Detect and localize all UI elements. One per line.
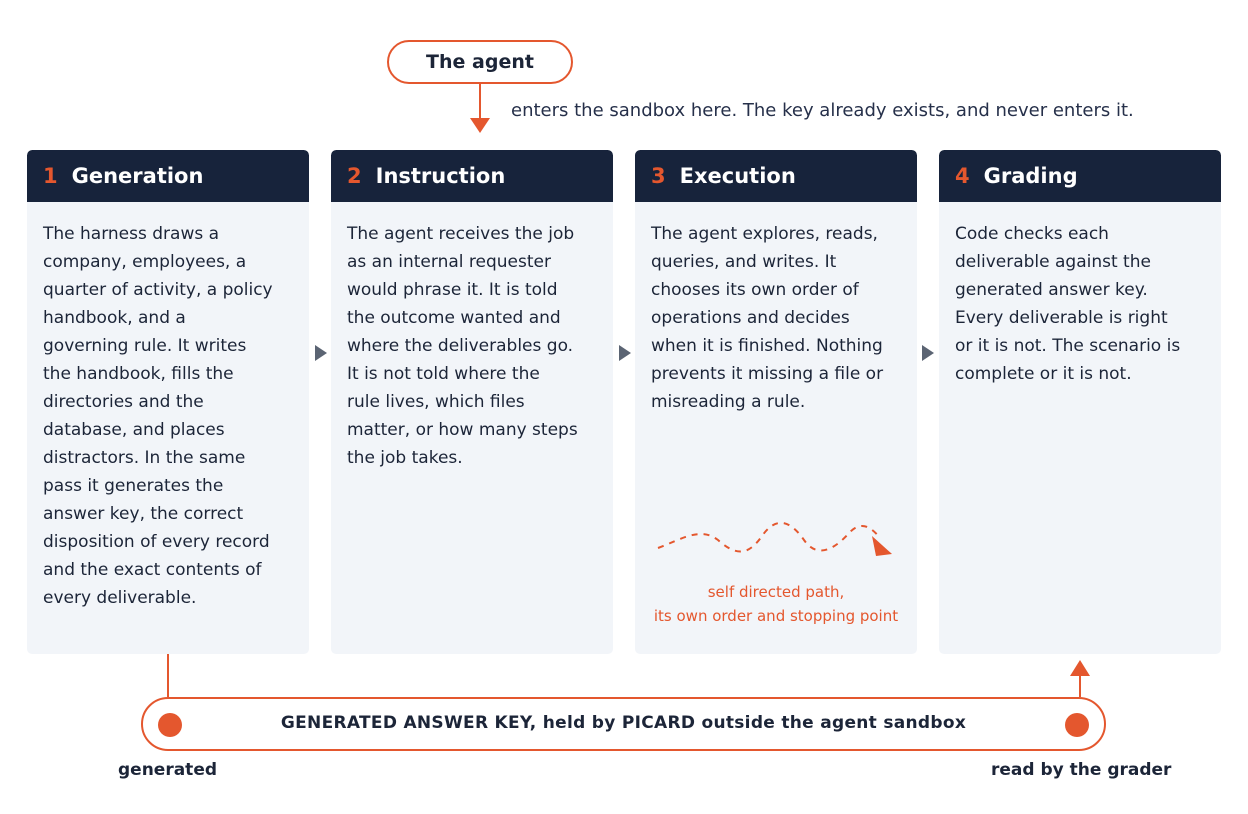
stage-card-generation	[27, 150, 309, 654]
stage-header	[939, 150, 1221, 202]
description-line: chooses its own order of	[651, 280, 859, 300]
description-line: deliverable against the	[955, 252, 1151, 272]
description-line: when it is finished. Nothing	[651, 336, 883, 356]
description-line: generated answer key.	[955, 280, 1148, 300]
answer-key-label: GENERATED ANSWER KEY, held by PICARD outside the agent sandbox	[280, 713, 967, 733]
description-line: Code checks each	[955, 224, 1109, 244]
description-line: prevents it missing a file or	[651, 364, 884, 384]
grader-arrow-icon	[1070, 660, 1090, 676]
answer-key-end-dot	[1065, 713, 1089, 737]
description-line: queries, and writes. It	[651, 252, 837, 272]
description-line: misreading a rule.	[651, 392, 806, 412]
description-line: or it is not. The scenario is	[955, 336, 1181, 356]
description-line: distractors. In the same	[43, 448, 246, 468]
description-line: It is not told where the	[347, 364, 540, 384]
description-line: pass it generates the	[43, 476, 224, 496]
description-line: disposition of every record	[43, 532, 270, 552]
stage-description	[635, 202, 917, 416]
stage-number: 4	[955, 164, 970, 188]
read-by-grader-caption: read by the grader	[991, 760, 1172, 780]
stage-title: Execution	[679, 164, 796, 188]
description-line: as an internal requester	[347, 252, 551, 272]
description-line: The harness draws a	[43, 224, 220, 244]
flow-arrow-icon	[315, 345, 327, 361]
stage-card-instruction	[331, 150, 613, 654]
stage-description	[27, 202, 309, 612]
description-line: the handbook, fills the	[43, 364, 234, 384]
description-line: The agent explores, reads,	[651, 224, 878, 244]
stage-description	[331, 202, 613, 472]
stage-header	[331, 150, 613, 202]
description-line: matter, or how many steps	[347, 420, 578, 440]
enters-sandbox-note: enters the sandbox here. The key already exists, and never enters it.	[511, 100, 1134, 121]
description-line: directories and the	[43, 392, 204, 412]
description-line: handbook, and a	[43, 308, 186, 328]
description-line: company, employees, a	[43, 252, 247, 272]
description-line: would phrase it. It is told	[347, 280, 558, 300]
stage-number: 1	[43, 164, 58, 188]
description-line: where the deliverables go.	[347, 336, 574, 356]
stage-title: Instruction	[375, 164, 506, 188]
stage-number: 3	[651, 164, 666, 188]
path-note-line: self directed path,	[707, 583, 845, 601]
flow-arrow-icon	[619, 345, 631, 361]
description-line: the job takes.	[347, 448, 463, 468]
description-line: operations and decides	[651, 308, 850, 328]
stage-description	[939, 202, 1221, 388]
description-line: every deliverable.	[43, 588, 197, 608]
generated-caption: generated	[118, 760, 218, 780]
stage-card-grading	[939, 150, 1221, 654]
stage-header	[27, 150, 309, 202]
stage-title: Grading	[983, 164, 1078, 188]
answer-key-bar	[141, 697, 1106, 751]
stage-title: Generation	[71, 164, 204, 188]
path-note-line: its own order and stopping point	[653, 607, 899, 625]
description-line: complete or it is not.	[955, 364, 1132, 384]
flow-arrow-icon	[922, 345, 934, 361]
agent-label: The agent	[387, 40, 573, 84]
description-line: governing rule. It writes	[43, 336, 247, 356]
description-line: The agent receives the job	[347, 224, 575, 244]
description-line: the outcome wanted and	[347, 308, 561, 328]
stage-number: 2	[347, 164, 362, 188]
agent-entry-arrow-icon	[470, 118, 490, 133]
stage-header	[635, 150, 917, 202]
description-line: and the exact contents of	[43, 560, 262, 580]
description-line: answer key, the correct	[43, 504, 244, 524]
stage-card-execution	[635, 150, 917, 654]
description-line: Every deliverable is right	[955, 308, 1168, 328]
path-note	[635, 580, 917, 628]
description-line: rule lives, which files	[347, 392, 525, 412]
description-line: quarter of activity, a policy	[43, 280, 273, 300]
description-line: database, and places	[43, 420, 225, 440]
